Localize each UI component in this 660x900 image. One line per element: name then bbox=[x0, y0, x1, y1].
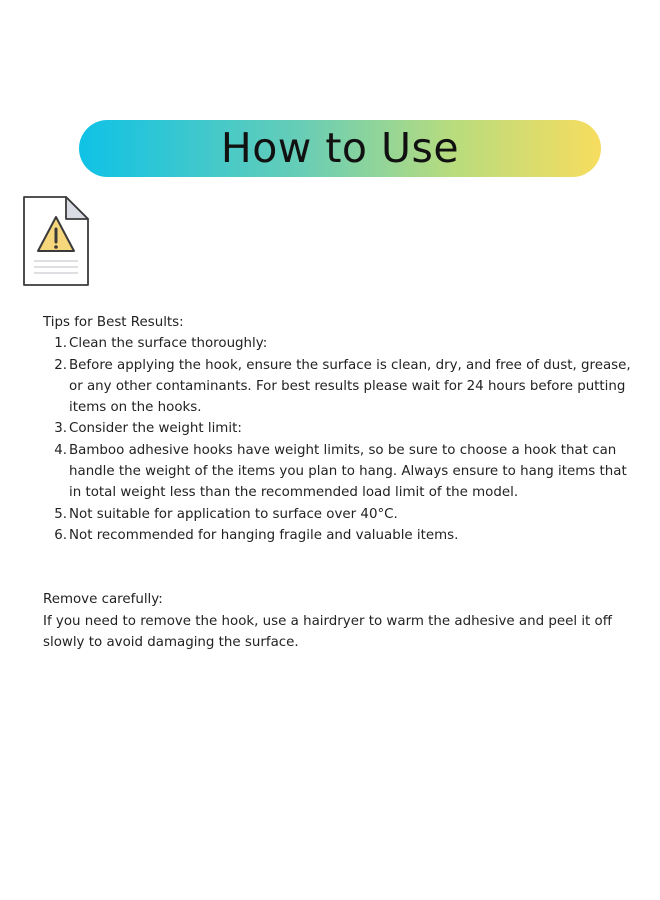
remove-section bbox=[43, 589, 633, 653]
tip-number: 6. bbox=[54, 527, 67, 543]
warning-document-icon bbox=[22, 195, 90, 287]
tips-heading: Tips for Best Results: bbox=[43, 315, 184, 330]
tip-text: Clean the surface thoroughly: bbox=[69, 336, 268, 352]
tip-number: 5. bbox=[54, 506, 67, 522]
page-title: How to Use bbox=[220, 124, 460, 172]
tip-text: Not suitable for application to surface over 40°C. bbox=[69, 506, 398, 522]
tip-item-1 bbox=[43, 333, 633, 354]
tip-text: Not recommended for hanging fragile and valuable items. bbox=[69, 527, 459, 543]
tip-number: 1. bbox=[54, 336, 67, 352]
tip-text: Consider the weight limit: bbox=[69, 421, 242, 437]
title-banner bbox=[79, 120, 601, 177]
instructions-content bbox=[43, 312, 633, 653]
tip-item-4 bbox=[43, 440, 633, 504]
tip-item-3 bbox=[43, 418, 633, 439]
remove-heading: Remove carefully: bbox=[43, 592, 163, 608]
tip-number: 2. bbox=[54, 357, 67, 373]
tip-number: 3. bbox=[54, 421, 67, 437]
tip-text: Before applying the hook, ensure the surface is clean, dry, and free of dust, grease, or any other contaminants. For best results please wait for 24 hours before putting items on the hooks. bbox=[69, 357, 631, 416]
tip-item-6 bbox=[43, 525, 633, 546]
remove-text: If you need to remove the hook, use a hairdryer to warm the adhesive and peel it off slowly to avoid damaging the surface. bbox=[43, 613, 612, 650]
tip-item-5 bbox=[43, 504, 633, 525]
tip-item-2 bbox=[43, 355, 633, 419]
tip-text: Bamboo adhesive hooks have weight limits, so be sure to choose a hook that can handle the weight of the items you plan to hang. Always ensure to hang items that in total weight less than the recommended load limit of the model. bbox=[69, 442, 627, 501]
tip-number: 4. bbox=[54, 442, 67, 458]
tips-list bbox=[43, 333, 633, 546]
